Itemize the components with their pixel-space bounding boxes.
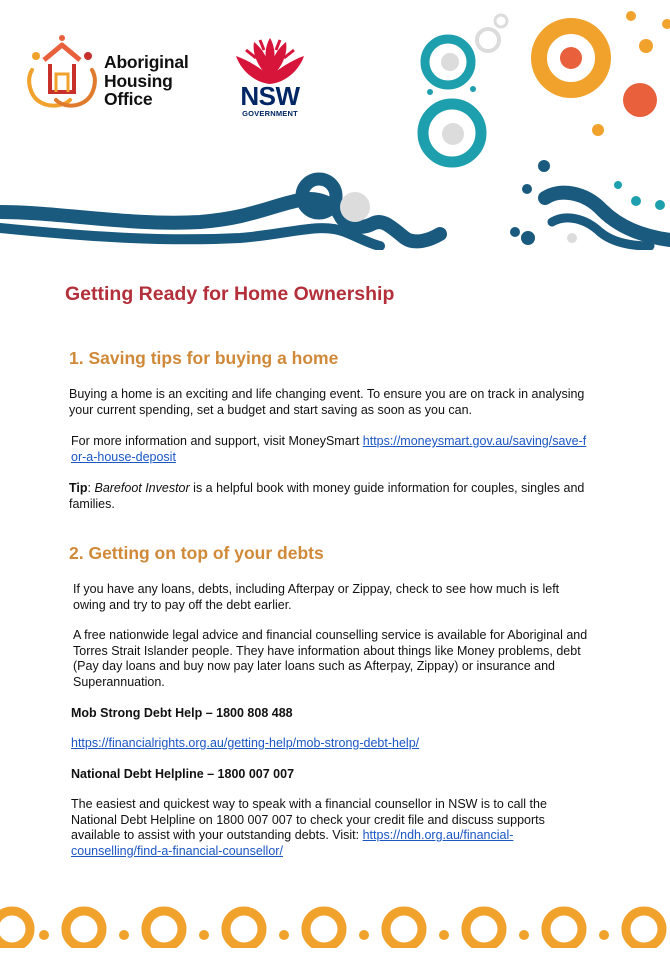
tip-text: is a helpful book with money guide information for couples, singles and families.: [69, 481, 585, 511]
header-banner: [0, 0, 670, 250]
nsw-logo-name: NSW: [240, 81, 300, 111]
mob-strong-paragraph: [71, 736, 591, 752]
teal-dot: [470, 86, 476, 92]
waratah-icon: [236, 38, 304, 84]
grey-dot: [441, 53, 459, 71]
footer-dot-band: [0, 895, 670, 948]
tip-book-title: Barefoot Investor: [94, 481, 190, 495]
page-title: Getting Ready for Home Ownership: [65, 283, 395, 305]
aho-logo-icon: [29, 35, 95, 106]
ndh-paragraph: [71, 797, 551, 859]
aho-logo-line: Housing: [104, 70, 173, 91]
grey-dot: [340, 192, 370, 222]
navy-dot: [510, 227, 520, 237]
aho-logo-text: [104, 53, 189, 109]
orange-dot-lower: [592, 124, 604, 136]
mob-strong-heading: Mob Strong Debt Help – 1800 808 488: [71, 706, 293, 720]
grey-ring-small: [495, 15, 507, 27]
teal-dot: [614, 181, 622, 189]
ndh-text: The easiest and quickest way to speak with a financial counsellor in NSW is to call the National Debt Helpline on 1800 007 007 to check your credit file and discuss supports available to assist with your outstanding debts. Visit:: [71, 797, 547, 842]
teal-dot: [631, 196, 641, 206]
grey-dot: [442, 123, 464, 145]
teal-dot: [427, 89, 433, 95]
section-heading-saving: 1. Saving tips for buying a home: [69, 348, 339, 368]
coral-dot: [560, 47, 582, 69]
aho-logo-line: Office: [104, 89, 153, 109]
navy-dot: [522, 184, 532, 194]
ndh-heading: National Debt Helpline – 1800 007 007: [71, 767, 295, 781]
footer-dots-decoration: [0, 895, 670, 948]
teal-dot: [655, 200, 665, 210]
tip-label: Tip: [69, 481, 88, 495]
orange-dot-edge: [662, 19, 670, 29]
grey-ring: [477, 29, 499, 51]
nsw-logo: [230, 81, 310, 118]
wave-band-lower: [0, 228, 380, 246]
tip-paragraph: [69, 481, 589, 512]
orange-dot-small: [626, 11, 636, 21]
debts-paragraph-1: If you have any loans, debts, including Afterpay or Zippay, check to see how much is left owing and try to pay off the debt earlier.: [73, 582, 560, 612]
moneysmart-link[interactable]: https://moneysmart.gov.au/saving/save-for-a-house-deposit: [71, 434, 587, 464]
mob-strong-link[interactable]: https://financialrights.org.au/getting-help/mob-strong-debt-help/: [71, 736, 420, 750]
coral-circle: [623, 83, 657, 117]
orange-dot: [639, 39, 653, 53]
section-heading-debts: 2. Getting on top of your debts: [69, 543, 324, 563]
ndh-link[interactable]: https://ndh.org.au/financial-counselling/find-a-financial-counsellor/: [71, 828, 514, 858]
navy-dot: [538, 160, 550, 172]
aho-logo-line: Aboriginal: [104, 52, 189, 72]
nsw-logo-sub: GOVERNMENT: [242, 109, 298, 118]
saving-intro: Buying a home is an exciting and life changing event. To ensure you are on track in analysing your current spending, set a budget and start saving as soon as you can.: [69, 387, 585, 417]
grey-dot: [567, 233, 577, 243]
moneysmart-paragraph: [71, 434, 591, 465]
moneysmart-text: For more information and support, visit MoneySmart: [71, 434, 363, 448]
debts-paragraph-2: A free nationwide legal advice and financial counselling service is available for Aboriginal and Torres Strait Islander people. They have information about things like Money problems, debt (Pay day loans and buy now pay later loans such as Afterpay, Zippay) or insurance and Superannuation.: [73, 628, 588, 689]
dot-art-decoration: [0, 0, 670, 250]
tip-separator: :: [87, 481, 95, 495]
navy-dot: [521, 231, 535, 245]
